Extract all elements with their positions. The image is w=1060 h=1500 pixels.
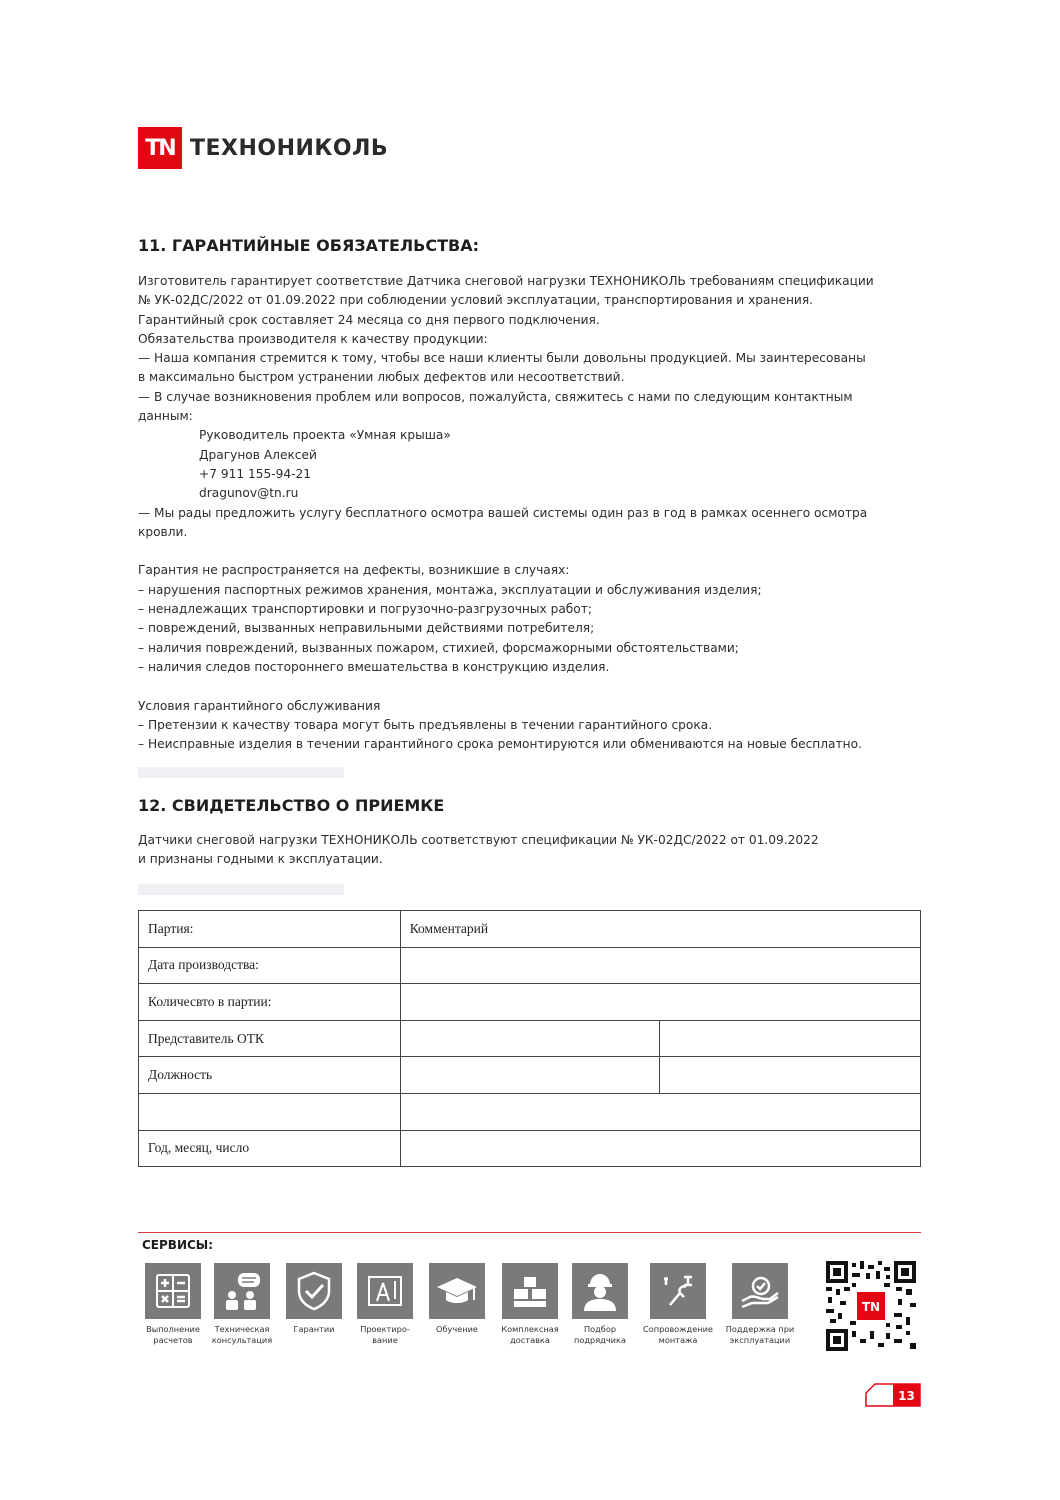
table-cell-label: Дата производства: xyxy=(139,947,401,984)
service-support[interactable] xyxy=(720,1263,800,1346)
service-label: Комплексная доставка xyxy=(501,1324,559,1345)
service-label: Техническая консультация xyxy=(211,1324,273,1345)
services-title: СЕРВИСЫ: xyxy=(142,1238,214,1252)
service-calculations[interactable] xyxy=(133,1263,213,1346)
table-cell-label: Год, месяц, число xyxy=(139,1130,401,1167)
service-condition-item: – Неисправные изделия в течении гарантийного срока ремонтируются или обмениваются на новые бесплатно. xyxy=(138,737,862,752)
service-warranty[interactable] xyxy=(274,1263,354,1335)
body-line: — Мы рады предложить услугу бесплатного осмотра вашей системы один раз в год в рамках осеннего осмотра xyxy=(138,505,868,520)
contact-email[interactable]: dragunov@tn.ru xyxy=(199,486,299,501)
service-label: Обучение xyxy=(436,1324,478,1334)
table-row xyxy=(139,1057,921,1094)
section-12-title: 12. СВИДЕТЕЛЬСТВО О ПРИЕМКЕ xyxy=(138,796,445,815)
brand-logo xyxy=(138,127,388,169)
qr-code[interactable] xyxy=(826,1261,916,1351)
service-training[interactable] xyxy=(417,1263,497,1335)
table-cell-value[interactable] xyxy=(400,1057,660,1094)
service-consultation[interactable] xyxy=(202,1263,282,1346)
body-line: Датчики снеговой нагрузки ТЕХНОНИКОЛЬ соответствуют спецификации № УК-02ДС/2022 от 01.09.2022 xyxy=(138,833,819,847)
exclusion-item: – наличия повреждений, вызванных пожаром, стихией, форсмажорными обстоятельствами; xyxy=(138,640,739,655)
contact-role: Руководитель проекта «Умная крыша» xyxy=(199,428,451,443)
services-divider xyxy=(138,1232,921,1233)
shield-check-icon xyxy=(286,1263,342,1319)
body-line: и признаны годными к эксплуатации. xyxy=(138,852,383,867)
calculator-icon xyxy=(145,1263,201,1319)
blueprint-icon xyxy=(357,1263,413,1319)
table-cell-label: Количесвто в партии: xyxy=(139,984,401,1021)
body-line: кровли. xyxy=(138,524,188,539)
table-cell-value[interactable] xyxy=(660,1057,921,1094)
exclusion-item: – нарушения паспортных режимов хранения, монтажа, эксплуатации и обслуживания изделия; xyxy=(138,582,762,597)
table-cell-value[interactable] xyxy=(400,1130,920,1167)
service-conditions-title: Условия гарантийного обслуживания xyxy=(138,698,381,713)
body-line: № УК-02ДС/2022 от 01.09.2022 при соблюдении условий эксплуатации, транспортирования и хранения. xyxy=(138,293,814,308)
table-row xyxy=(139,1093,921,1130)
page-number: 13 xyxy=(898,1389,915,1403)
page-number-tab xyxy=(865,1383,921,1407)
service-contractor[interactable] xyxy=(560,1263,640,1346)
service-condition-item: – Претензии к качеству товара могут быть предъявлены в течении гарантийного срока. xyxy=(138,717,713,732)
table-cell-value[interactable] xyxy=(660,1020,921,1057)
table-cell-label: Представитель ОТК xyxy=(139,1020,401,1057)
worker-icon xyxy=(572,1263,628,1319)
section-11-body xyxy=(138,272,928,754)
service-label: Подбор подрядчика xyxy=(574,1324,626,1345)
tools-icon xyxy=(650,1263,706,1319)
section-divider xyxy=(138,884,344,895)
contact-phone[interactable]: +7 911 155-94-21 xyxy=(199,466,312,481)
exclusion-item: – ненадлежащих транспортировки и погрузочно-разгрузочных работ; xyxy=(138,602,592,617)
acceptance-table xyxy=(138,910,921,1167)
table-row xyxy=(139,984,921,1021)
service-label: Гарантии xyxy=(293,1324,335,1334)
body-line: данным: xyxy=(138,409,193,424)
table-row xyxy=(139,1020,921,1057)
table-row xyxy=(139,1130,921,1167)
table-cell-label: Должность xyxy=(139,1057,401,1094)
body-line: Изготовитель гарантирует соответствие Датчика снеговой нагрузки ТЕХНОНИКОЛЬ требованиям спецификации xyxy=(138,274,874,288)
table-row xyxy=(139,947,921,984)
service-label: Выполнение расчетов xyxy=(146,1324,200,1345)
table-cell-value[interactable]: Комментарий xyxy=(400,911,920,948)
service-label: Сопровождение монтажа xyxy=(643,1324,713,1345)
logo-mark-icon xyxy=(138,127,182,169)
graduation-cap-icon xyxy=(429,1263,485,1319)
table-row xyxy=(139,911,921,948)
table-cell-label: Партия: xyxy=(139,911,401,948)
service-design[interactable] xyxy=(345,1263,425,1346)
exclusion-item: – наличия следов постороннего вмешательства в конструкцию изделия. xyxy=(138,659,610,674)
section-divider xyxy=(138,767,344,778)
body-line: Обязательства производителя к качеству продукции: xyxy=(138,331,488,346)
logo-mark-text: TN xyxy=(145,135,175,161)
contact-name: Драгунов Алексей xyxy=(199,447,317,462)
support-hand-icon xyxy=(732,1263,788,1319)
service-delivery[interactable] xyxy=(490,1263,570,1346)
body-line: Гарантийный срок составляет 24 месяца со дня первого подключения. xyxy=(138,312,600,327)
table-cell-label xyxy=(139,1093,401,1130)
table-cell-value[interactable] xyxy=(400,947,920,984)
body-line: в максимально быстром устранении любых дефектов или несоответствий. xyxy=(138,370,625,385)
body-line: — Наша компания стремится к тому, чтобы все наши клиенты были довольны продукцией. Мы заинтересованы xyxy=(138,351,866,366)
section-11-title: 11. ГАРАНТИЙНЫЕ ОБЯЗАТЕЛЬСТВА: xyxy=(138,236,479,255)
exclusions-title: Гарантия не распространяется на дефекты, возникшие в случаях: xyxy=(138,563,570,578)
section-12-body xyxy=(138,831,928,870)
body-line: — В случае возникновения проблем или вопросов, пожалуйста, свяжитесь с нами по следующим контактным xyxy=(138,389,853,404)
boxes-icon xyxy=(502,1263,558,1319)
table-cell-value[interactable] xyxy=(400,1093,920,1130)
logo-text: ТЕХНОНИКОЛЬ xyxy=(190,135,389,161)
table-cell-value[interactable] xyxy=(400,984,920,1021)
consultation-icon xyxy=(214,1263,270,1319)
qr-logo-mark: TN xyxy=(861,1300,881,1314)
exclusion-item: – повреждений, вызванных неправильными действиями потребителя; xyxy=(138,621,595,636)
table-cell-value[interactable] xyxy=(400,1020,660,1057)
service-installation[interactable] xyxy=(638,1263,718,1346)
service-label: Поддержка при эксплуатации xyxy=(725,1324,795,1345)
service-label: Проектиро- вание xyxy=(360,1324,410,1345)
